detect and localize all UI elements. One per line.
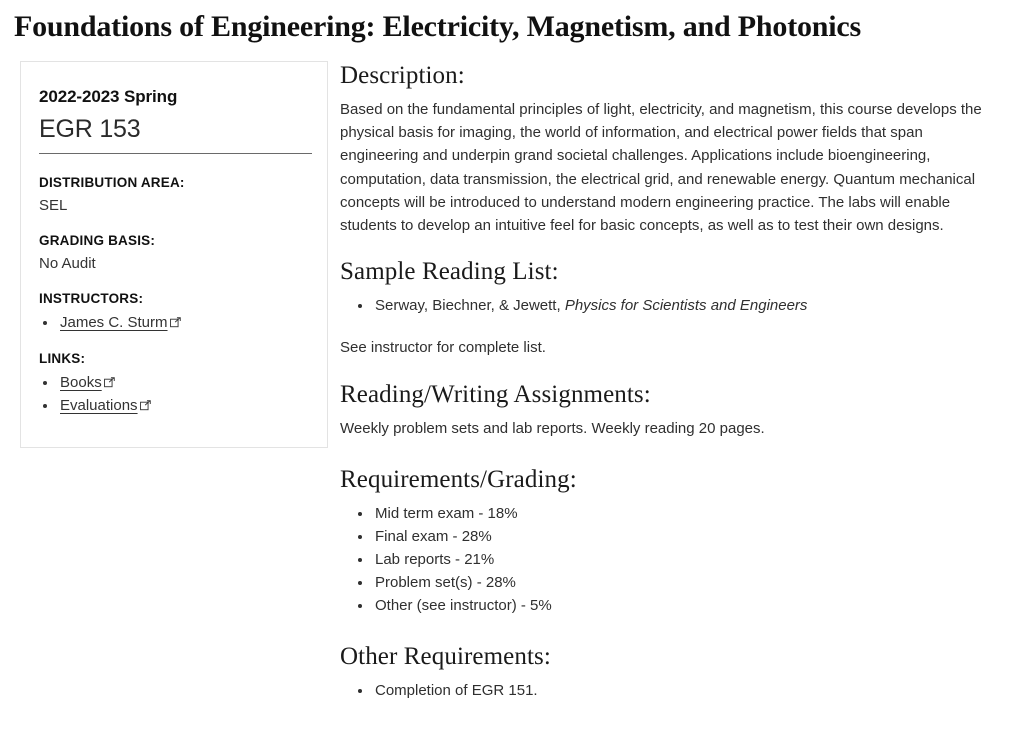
reading-list-note: See instructor for complete list.: [340, 339, 546, 357]
description-heading: Description:: [340, 62, 465, 89]
list-item: • Final exam - 28%: [373, 525, 1014, 548]
term-label: 2022-2023 Spring: [39, 87, 178, 106]
content-columns: [0, 45, 1024, 702]
list-item: [58, 394, 305, 417]
external-link-icon: [104, 377, 115, 388]
links-label: LINKS:: [39, 351, 86, 366]
instructors-label: INSTRUCTORS:: [39, 291, 144, 306]
link-evaluations[interactable]: [60, 397, 138, 414]
reading-title: Physics for Scientists and Engineers: [564, 297, 808, 315]
instructors-list: [39, 311, 305, 334]
link-books[interactable]: [60, 374, 102, 391]
links-list: [39, 371, 305, 417]
list-item: • Mid term exam - 18%: [373, 502, 1014, 525]
description-section: [340, 61, 1014, 237]
distribution-area-block: [39, 174, 305, 216]
page-title: Foundations of Engineering: Electricity, Magnetism, and Photonics: [14, 10, 862, 43]
grading-basis-label: GRADING BASIS:: [39, 233, 156, 248]
assignments-heading: Reading/Writing Assignments:: [340, 381, 651, 409]
other-requirements-list: [340, 679, 1014, 702]
distribution-area-value: SEL: [39, 197, 68, 214]
grading-list: [340, 502, 1014, 617]
list-item: [373, 294, 1014, 317]
instructor-link-label: James C. Sturm: [60, 314, 168, 331]
assignments-section: [340, 380, 1014, 440]
grading-basis-block: [39, 232, 305, 274]
distribution-area-label: DISTRIBUTION AREA:: [39, 175, 185, 190]
course-code: EGR 153: [39, 115, 141, 143]
main-content-column: [330, 61, 1024, 702]
link-evaluations-label: Evaluations: [60, 397, 138, 414]
other-requirements-heading: Other Requirements:: [340, 642, 551, 670]
card-divider: [39, 153, 312, 154]
assignments-body: Weekly problem sets and lab reports. Weekly reading 20 pages.: [340, 420, 765, 438]
reading-list-section: [340, 257, 1014, 359]
list-item: • Completion of EGR 151.: [373, 679, 1014, 702]
other-requirements-section: [340, 642, 1014, 702]
external-link-icon: [140, 400, 151, 411]
list-item: [58, 371, 305, 394]
external-link-icon: [170, 317, 181, 328]
link-books-label: Books: [60, 374, 102, 391]
instructors-block: [39, 290, 305, 334]
list-item: • Lab reports - 21%: [373, 548, 1014, 571]
course-info-card: [20, 61, 328, 448]
instructor-link-james-c-sturm[interactable]: [60, 314, 168, 331]
description-body: Based on the fundamental principles of light, electricity, and magnetism, this course develops the physical basis for imaging, the world of information, and electrical power fields that span engineering and underpin grand societal challenges. Applications include bioengineering, computation, data transmission, the electrical grid, and renewable energy. Quantum mechanical concepts will be introduced to understand modern engineering practice. The labs will enable students to develop an intuitive feel for basic concepts, as well as to test their own designs.: [340, 101, 982, 235]
grading-basis-value: No Audit: [39, 255, 96, 272]
sidebar-column: [0, 61, 330, 448]
list-item: [58, 311, 305, 334]
list-item: • Other (see instructor) - 5%: [373, 594, 1014, 617]
links-block: [39, 350, 305, 417]
reading-authors: Serway, Biechner, & Jewett,: [375, 297, 565, 315]
reading-list: [340, 294, 1014, 317]
grading-heading: Requirements/Grading:: [340, 465, 577, 493]
list-item: • Problem set(s) - 28%: [373, 571, 1014, 594]
reading-list-heading: Sample Reading List:: [340, 258, 559, 286]
grading-section: [340, 465, 1014, 617]
